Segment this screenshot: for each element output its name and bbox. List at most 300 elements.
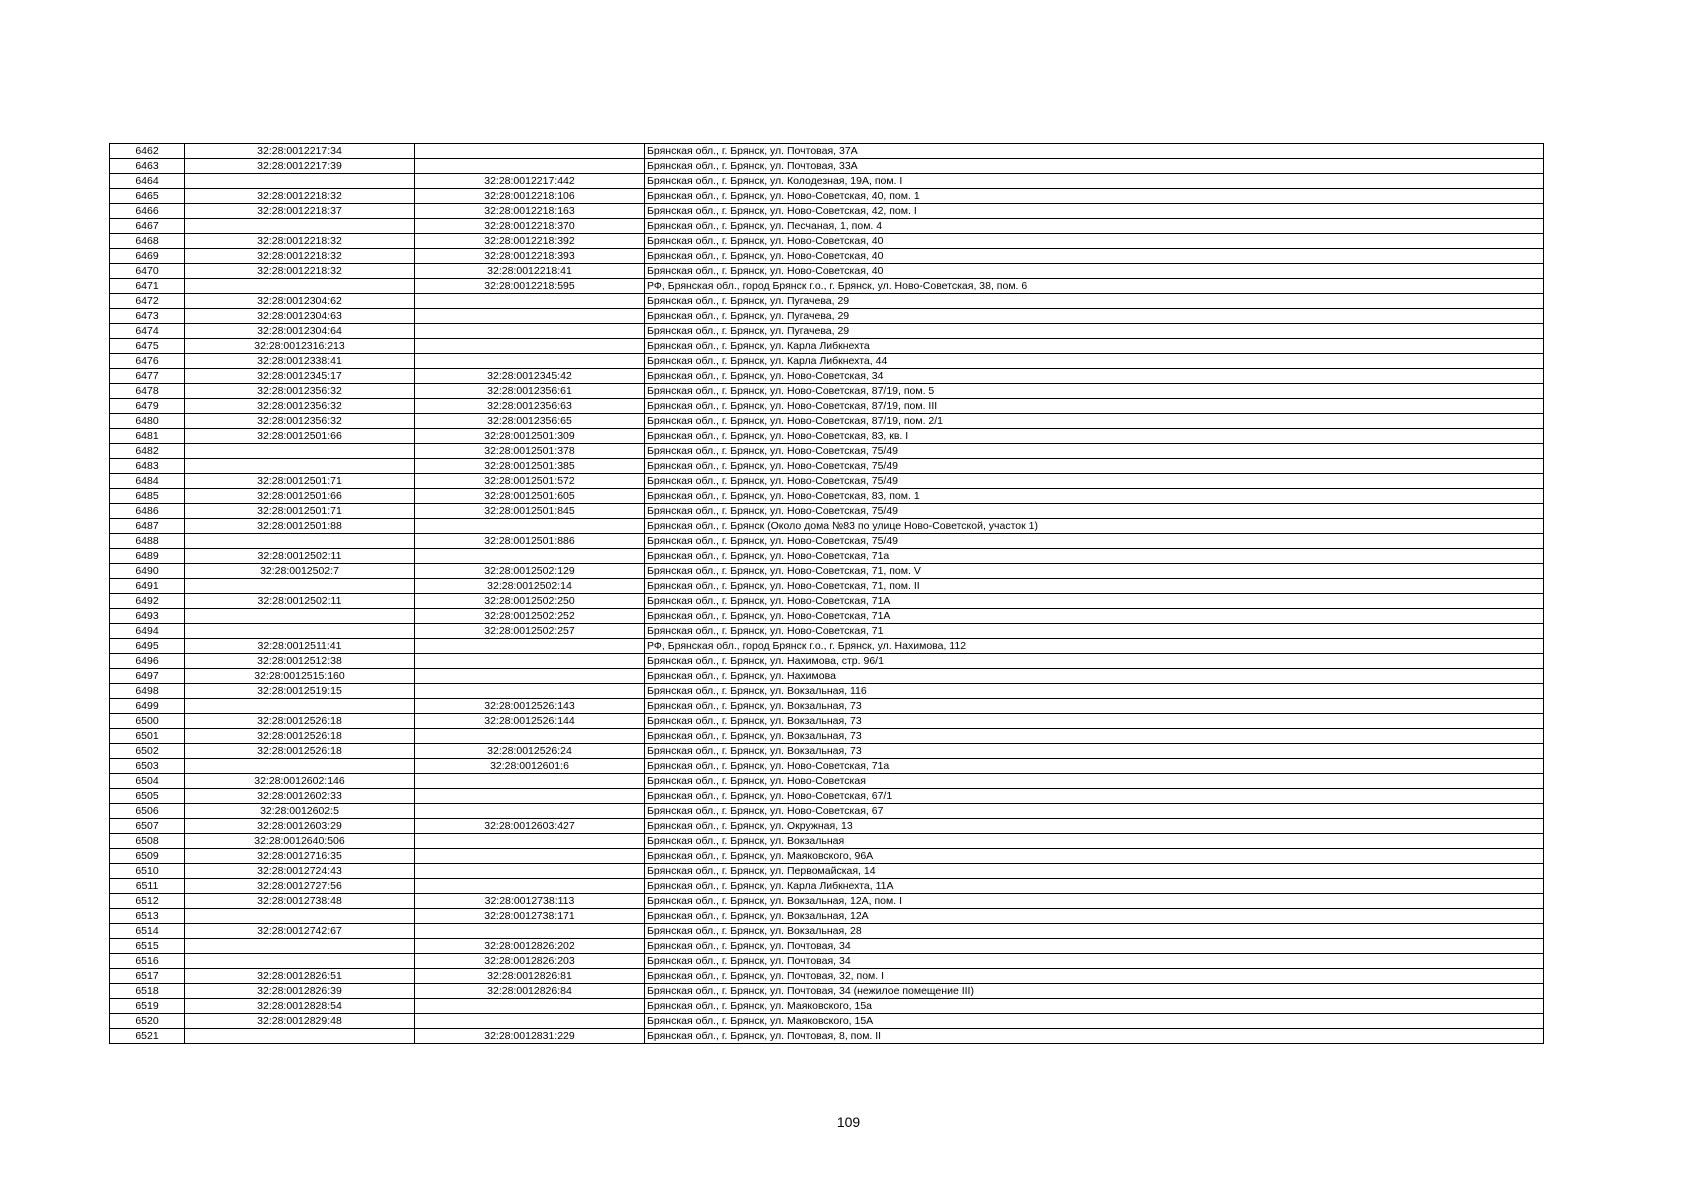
cadastral-number-object: 32:28:0012601:6: [415, 759, 645, 774]
cadastral-number-parcel: 32:28:0012501:71: [185, 474, 415, 489]
table-row: [110, 789, 1544, 804]
address-cell: Брянская обл., г. Брянск, ул. Вокзальная, 116: [645, 684, 1544, 699]
table-row: [110, 399, 1544, 414]
cadastral-number-object: 32:28:0012502:250: [415, 594, 645, 609]
row-number: 6486: [110, 504, 185, 519]
cadastral-number-object: [415, 354, 645, 369]
table-row: [110, 624, 1544, 639]
address-cell: Брянская обл., г. Брянск, ул. Карла Либкнехта, 11А: [645, 879, 1544, 894]
row-number: 6476: [110, 354, 185, 369]
table-row: [110, 579, 1544, 594]
table-row: [110, 144, 1544, 159]
cadastral-number-object: 32:28:0012826:84: [415, 984, 645, 999]
cadastral-number-object: 32:28:0012501:886: [415, 534, 645, 549]
cadastral-number-parcel: 32:28:0012826:39: [185, 984, 415, 999]
address-cell: Брянская обл., г. Брянск, ул. Почтовая, 34 (нежилое помещение III): [645, 984, 1544, 999]
row-number: 6500: [110, 714, 185, 729]
row-number: 6508: [110, 834, 185, 849]
cadastral-number-parcel: 32:28:0012716:35: [185, 849, 415, 864]
table-row: [110, 609, 1544, 624]
table-row: [110, 234, 1544, 249]
table-row: [110, 414, 1544, 429]
address-cell: Брянская обл., г. Брянск, ул. Ново-Советская, 67/1: [645, 789, 1544, 804]
table-row: [110, 909, 1544, 924]
cadastral-number-parcel: [185, 624, 415, 639]
cadastral-number-parcel: 32:28:0012316:213: [185, 339, 415, 354]
cadastral-number-parcel: 32:28:0012602:5: [185, 804, 415, 819]
cadastral-number-parcel: 32:28:0012502:7: [185, 564, 415, 579]
cadastral-number-parcel: 32:28:0012304:62: [185, 294, 415, 309]
cadastral-number-parcel: 32:28:0012829:48: [185, 1014, 415, 1029]
registry-table-body: [110, 144, 1544, 1044]
cadastral-number-parcel: [185, 954, 415, 969]
row-number: 6467: [110, 219, 185, 234]
cadastral-number-object: 32:28:0012603:427: [415, 819, 645, 834]
table-row: [110, 999, 1544, 1014]
row-number: 6503: [110, 759, 185, 774]
cadastral-number-object: [415, 834, 645, 849]
table-row: [110, 384, 1544, 399]
cadastral-number-object: 32:28:0012502:129: [415, 564, 645, 579]
row-number: 6485: [110, 489, 185, 504]
row-number: 6507: [110, 819, 185, 834]
table-row: [110, 759, 1544, 774]
address-cell: Брянская обл., г. Брянск, ул. Ново-Советская, 71, пом. V: [645, 564, 1544, 579]
address-cell: Брянская обл., г. Брянск, ул. Ново-Советская, 87/19, пом. 5: [645, 384, 1544, 399]
cadastral-number-object: 32:28:0012218:595: [415, 279, 645, 294]
address-cell: Брянская обл., г. Брянск, ул. Ново-Советская, 34: [645, 369, 1544, 384]
row-number: 6483: [110, 459, 185, 474]
cadastral-number-object: [415, 339, 645, 354]
cadastral-number-parcel: 32:28:0012502:11: [185, 549, 415, 564]
cadastral-number-object: [415, 324, 645, 339]
row-number: 6493: [110, 609, 185, 624]
table-row: [110, 279, 1544, 294]
address-cell: Брянская обл., г. Брянск, ул. Пугачева, 29: [645, 309, 1544, 324]
table-row: [110, 219, 1544, 234]
row-number: 6480: [110, 414, 185, 429]
address-cell: Брянская обл., г. Брянск, ул. Колодезная, 19А, пом. I: [645, 174, 1544, 189]
cadastral-number-object: 32:28:0012738:113: [415, 894, 645, 909]
row-number: 6504: [110, 774, 185, 789]
row-number: 6511: [110, 879, 185, 894]
cadastral-number-parcel: 32:28:0012826:51: [185, 969, 415, 984]
address-cell: Брянская обл., г. Брянск, ул. Ново-Советская, 87/19, пом. 2/1: [645, 414, 1544, 429]
cadastral-number-object: 32:28:0012218:163: [415, 204, 645, 219]
row-number: 6478: [110, 384, 185, 399]
address-cell: Брянская обл., г. Брянск, ул. Карла Либкнехта: [645, 339, 1544, 354]
row-number: 6497: [110, 669, 185, 684]
cadastral-number-object: [415, 999, 645, 1014]
cadastral-number-parcel: 32:28:0012603:29: [185, 819, 415, 834]
cadastral-number-object: [415, 804, 645, 819]
row-number: 6469: [110, 249, 185, 264]
cadastral-number-object: 32:28:0012218:392: [415, 234, 645, 249]
cadastral-number-parcel: [185, 609, 415, 624]
table-row: [110, 984, 1544, 999]
row-number: 6472: [110, 294, 185, 309]
cadastral-number-object: 32:28:0012831:229: [415, 1029, 645, 1044]
cadastral-number-object: 32:28:0012218:370: [415, 219, 645, 234]
table-row: [110, 804, 1544, 819]
table-row: [110, 939, 1544, 954]
row-number: 6470: [110, 264, 185, 279]
table-row: [110, 1029, 1544, 1044]
cadastral-number-object: [415, 654, 645, 669]
cadastral-number-parcel: [185, 459, 415, 474]
address-cell: Брянская обл., г. Брянск, ул. Вокзальная, 12А, пом. I: [645, 894, 1544, 909]
cadastral-number-parcel: 32:28:0012218:32: [185, 234, 415, 249]
address-cell: Брянская обл., г. Брянск, ул. Ново-Советская, 83, кв. I: [645, 429, 1544, 444]
address-cell: Брянская обл., г. Брянск, ул. Ново-Советская, 71а: [645, 759, 1544, 774]
row-number: 6496: [110, 654, 185, 669]
cadastral-number-object: [415, 549, 645, 564]
table-row: [110, 924, 1544, 939]
table-row: [110, 834, 1544, 849]
address-cell: Брянская обл., г. Брянск, ул. Ново-Советская: [645, 774, 1544, 789]
cadastral-number-object: [415, 864, 645, 879]
table-row: [110, 189, 1544, 204]
cadastral-number-object: 32:28:0012501:572: [415, 474, 645, 489]
registry-table: [109, 143, 1544, 1044]
cadastral-number-parcel: 32:28:0012217:34: [185, 144, 415, 159]
cadastral-number-object: 32:28:0012356:65: [415, 414, 645, 429]
address-cell: Брянская обл., г. Брянск, ул. Ново-Советская, 71, пом. II: [645, 579, 1544, 594]
table-row: [110, 294, 1544, 309]
table-row: [110, 744, 1544, 759]
cadastral-number-object: 32:28:0012738:171: [415, 909, 645, 924]
cadastral-number-parcel: 32:28:0012519:15: [185, 684, 415, 699]
address-cell: Брянская обл., г. Брянск, ул. Ново-Советская, 71А: [645, 609, 1544, 624]
cadastral-number-parcel: 32:28:0012356:32: [185, 414, 415, 429]
table-row: [110, 729, 1544, 744]
cadastral-number-parcel: 32:28:0012724:43: [185, 864, 415, 879]
cadastral-number-object: 32:28:0012217:442: [415, 174, 645, 189]
table-row: [110, 699, 1544, 714]
cadastral-number-parcel: 32:28:0012218:37: [185, 204, 415, 219]
row-number: 6484: [110, 474, 185, 489]
cadastral-number-parcel: [185, 174, 415, 189]
table-row: [110, 174, 1544, 189]
cadastral-number-parcel: [185, 219, 415, 234]
cadastral-number-object: [415, 729, 645, 744]
cadastral-number-parcel: 32:28:0012526:18: [185, 714, 415, 729]
cadastral-number-object: [415, 879, 645, 894]
cadastral-number-parcel: 32:28:0012304:63: [185, 309, 415, 324]
row-number: 6501: [110, 729, 185, 744]
cadastral-number-object: [415, 159, 645, 174]
row-number: 6464: [110, 174, 185, 189]
table-row: [110, 1014, 1544, 1029]
address-cell: Брянская обл., г. Брянск, ул. Пугачева, 29: [645, 324, 1544, 339]
table-row: [110, 264, 1544, 279]
table-row: [110, 864, 1544, 879]
address-cell: Брянская обл., г. Брянск, ул. Почтовая, 37А: [645, 144, 1544, 159]
address-cell: Брянская обл., г. Брянск, ул. Почтовая, 32, пом. I: [645, 969, 1544, 984]
address-cell: Брянская обл., г. Брянск, ул. Ново-Советская, 71А: [645, 594, 1544, 609]
cadastral-number-parcel: 32:28:0012218:32: [185, 249, 415, 264]
table-row: [110, 879, 1544, 894]
cadastral-number-parcel: [185, 579, 415, 594]
row-number: 6479: [110, 399, 185, 414]
table-row: [110, 684, 1544, 699]
address-cell: Брянская обл., г. Брянск (Около дома №83 по улице Ново-Советской, участок 1): [645, 519, 1544, 534]
row-number: 6474: [110, 324, 185, 339]
cadastral-number-parcel: 32:28:0012501:71: [185, 504, 415, 519]
row-number: 6513: [110, 909, 185, 924]
table-row: [110, 324, 1544, 339]
row-number: 6519: [110, 999, 185, 1014]
address-cell: Брянская обл., г. Брянск, ул. Вокзальная, 73: [645, 714, 1544, 729]
address-cell: Брянская обл., г. Брянск, ул. Песчаная, 1, пом. 4: [645, 219, 1544, 234]
table-row: [110, 459, 1544, 474]
address-cell: Брянская обл., г. Брянск, ул. Окружная, 13: [645, 819, 1544, 834]
row-number: 6509: [110, 849, 185, 864]
address-cell: Брянская обл., г. Брянск, ул. Почтовая, 33А: [645, 159, 1544, 174]
cadastral-number-object: 32:28:0012218:106: [415, 189, 645, 204]
cadastral-number-parcel: 32:28:0012828:54: [185, 999, 415, 1014]
cadastral-number-parcel: 32:28:0012602:146: [185, 774, 415, 789]
table-row: [110, 714, 1544, 729]
address-cell: Брянская обл., г. Брянск, ул. Вокзальная, 28: [645, 924, 1544, 939]
table-row: [110, 534, 1544, 549]
row-number: 6487: [110, 519, 185, 534]
address-cell: Брянская обл., г. Брянск, ул. Карла Либкнехта, 44: [645, 354, 1544, 369]
table-row: [110, 849, 1544, 864]
cadastral-number-object: 32:28:0012501:378: [415, 444, 645, 459]
cadastral-number-parcel: [185, 759, 415, 774]
cadastral-number-object: 32:28:0012356:61: [415, 384, 645, 399]
table-row: [110, 594, 1544, 609]
cadastral-number-object: [415, 669, 645, 684]
address-cell: Брянская обл., г. Брянск, ул. Ново-Советская, 75/49: [645, 504, 1544, 519]
cadastral-number-object: [415, 774, 645, 789]
cadastral-number-parcel: 32:28:0012218:32: [185, 189, 415, 204]
address-cell: Брянская обл., г. Брянск, ул. Почтовая, 34: [645, 939, 1544, 954]
address-cell: Брянская обл., г. Брянск, ул. Вокзальная, 73: [645, 729, 1544, 744]
cadastral-number-object: 32:28:0012826:81: [415, 969, 645, 984]
address-cell: Брянская обл., г. Брянск, ул. Ново-Советская, 83, пом. 1: [645, 489, 1544, 504]
row-number: 6492: [110, 594, 185, 609]
cadastral-number-parcel: 32:28:0012356:32: [185, 384, 415, 399]
cadastral-number-object: 32:28:0012501:605: [415, 489, 645, 504]
cadastral-number-parcel: 32:28:0012501:66: [185, 429, 415, 444]
table-row: [110, 309, 1544, 324]
table-row: [110, 819, 1544, 834]
table-row: [110, 639, 1544, 654]
cadastral-number-object: 32:28:0012501:309: [415, 429, 645, 444]
row-number: 6482: [110, 444, 185, 459]
address-cell: Брянская обл., г. Брянск, ул. Вокзальная, 12А: [645, 909, 1544, 924]
address-cell: Брянская обл., г. Брянск, ул. Ново-Советская, 42, пом. I: [645, 204, 1544, 219]
address-cell: Брянская обл., г. Брянск, ул. Пугачева, 29: [645, 294, 1544, 309]
cadastral-number-object: [415, 519, 645, 534]
row-number: 6466: [110, 204, 185, 219]
table-row: [110, 894, 1544, 909]
row-number: 6518: [110, 984, 185, 999]
cadastral-number-object: 32:28:0012502:252: [415, 609, 645, 624]
table-row: [110, 204, 1544, 219]
row-number: 6475: [110, 339, 185, 354]
address-cell: Брянская обл., г. Брянск, ул. Почтовая, 34: [645, 954, 1544, 969]
row-number: 6494: [110, 624, 185, 639]
row-number: 6481: [110, 429, 185, 444]
table-row: [110, 954, 1544, 969]
row-number: 6473: [110, 309, 185, 324]
cadastral-number-object: [415, 144, 645, 159]
address-cell: Брянская обл., г. Брянск, ул. Первомайская, 14: [645, 864, 1544, 879]
row-number: 6521: [110, 1029, 185, 1044]
address-cell: Брянская обл., г. Брянск, ул. Маяковского, 15а: [645, 999, 1544, 1014]
address-cell: РФ, Брянская обл., город Брянск г.о., г. Брянск, ул. Ново-Советская, 38, пом. 6: [645, 279, 1544, 294]
cadastral-number-object: 32:28:0012826:202: [415, 939, 645, 954]
row-number: 6468: [110, 234, 185, 249]
row-number: 6491: [110, 579, 185, 594]
cadastral-number-object: [415, 684, 645, 699]
cadastral-number-parcel: [185, 279, 415, 294]
cadastral-number-parcel: 32:28:0012217:39: [185, 159, 415, 174]
cadastral-number-object: 32:28:0012826:203: [415, 954, 645, 969]
cadastral-number-object: 32:28:0012501:845: [415, 504, 645, 519]
cadastral-number-parcel: 32:28:0012304:64: [185, 324, 415, 339]
row-number: 6490: [110, 564, 185, 579]
page-number: 109: [836, 1114, 861, 1130]
cadastral-number-parcel: 32:28:0012501:88: [185, 519, 415, 534]
table-row: [110, 474, 1544, 489]
table-row: [110, 519, 1544, 534]
cadastral-number-parcel: 32:28:0012526:18: [185, 744, 415, 759]
row-number: 6510: [110, 864, 185, 879]
table-row: [110, 489, 1544, 504]
row-number: 6520: [110, 1014, 185, 1029]
cadastral-number-parcel: 32:28:0012501:66: [185, 489, 415, 504]
cadastral-number-object: [415, 924, 645, 939]
cadastral-number-parcel: 32:28:0012738:48: [185, 894, 415, 909]
cadastral-number-object: 32:28:0012218:393: [415, 249, 645, 264]
table-row: [110, 504, 1544, 519]
cadastral-number-parcel: [185, 1029, 415, 1044]
cadastral-number-object: 32:28:0012526:143: [415, 699, 645, 714]
cadastral-number-object: 32:28:0012345:42: [415, 369, 645, 384]
table-row: [110, 654, 1544, 669]
table-row: [110, 159, 1544, 174]
cadastral-number-object: [415, 849, 645, 864]
cadastral-number-parcel: [185, 909, 415, 924]
table-row: [110, 669, 1544, 684]
address-cell: Брянская обл., г. Брянск, ул. Ново-Советская, 75/49: [645, 474, 1544, 489]
cadastral-number-parcel: 32:28:0012727:56: [185, 879, 415, 894]
cadastral-number-parcel: 32:28:0012511:41: [185, 639, 415, 654]
row-number: 6477: [110, 369, 185, 384]
table-row: [110, 774, 1544, 789]
address-cell: Брянская обл., г. Брянск, ул. Нахимова: [645, 669, 1544, 684]
cadastral-number-parcel: 32:28:0012640:506: [185, 834, 415, 849]
cadastral-number-parcel: 32:28:0012356:32: [185, 399, 415, 414]
cadastral-number-object: [415, 639, 645, 654]
address-cell: РФ, Брянская обл., город Брянск г.о., г. Брянск, ул. Нахимова, 112: [645, 639, 1544, 654]
cadastral-number-object: [415, 789, 645, 804]
address-cell: Брянская обл., г. Брянск, ул. Ново-Советская, 40: [645, 264, 1544, 279]
cadastral-number-object: 32:28:0012218:41: [415, 264, 645, 279]
address-cell: Брянская обл., г. Брянск, ул. Вокзальная, 73: [645, 699, 1544, 714]
address-cell: Брянская обл., г. Брянск, ул. Вокзальная, 73: [645, 744, 1544, 759]
address-cell: Брянская обл., г. Брянск, ул. Ново-Советская, 87/19, пом. III: [645, 399, 1544, 414]
cadastral-number-parcel: [185, 444, 415, 459]
cadastral-number-parcel: [185, 534, 415, 549]
table-row: [110, 339, 1544, 354]
row-number: 6516: [110, 954, 185, 969]
row-number: 6514: [110, 924, 185, 939]
address-cell: Брянская обл., г. Брянск, ул. Вокзальная: [645, 834, 1544, 849]
cadastral-number-parcel: [185, 939, 415, 954]
row-number: 6489: [110, 549, 185, 564]
cadastral-number-parcel: 32:28:0012338:41: [185, 354, 415, 369]
cadastral-number-parcel: 32:28:0012526:18: [185, 729, 415, 744]
cadastral-number-parcel: 32:28:0012345:17: [185, 369, 415, 384]
row-number: 6495: [110, 639, 185, 654]
cadastral-number-parcel: 32:28:0012512:38: [185, 654, 415, 669]
address-cell: Брянская обл., г. Брянск, ул. Ново-Советская, 67: [645, 804, 1544, 819]
cadastral-number-object: 32:28:0012501:385: [415, 459, 645, 474]
table-row: [110, 249, 1544, 264]
cadastral-number-parcel: [185, 699, 415, 714]
row-number: 6488: [110, 534, 185, 549]
cadastral-number-object: 32:28:0012526:144: [415, 714, 645, 729]
cadastral-number-object: 32:28:0012502:14: [415, 579, 645, 594]
address-cell: Брянская обл., г. Брянск, ул. Ново-Советская, 71а: [645, 549, 1544, 564]
row-number: 6462: [110, 144, 185, 159]
cadastral-number-object: [415, 294, 645, 309]
table-row: [110, 564, 1544, 579]
table-row: [110, 369, 1544, 384]
cadastral-number-object: [415, 1014, 645, 1029]
cadastral-number-object: 32:28:0012356:63: [415, 399, 645, 414]
table-row: [110, 429, 1544, 444]
registry-table-container: [109, 143, 1543, 1044]
address-cell: Брянская обл., г. Брянск, ул. Ново-Советская, 75/49: [645, 444, 1544, 459]
row-number: 6512: [110, 894, 185, 909]
address-cell: Брянская обл., г. Брянск, ул. Ново-Советская, 75/49: [645, 459, 1544, 474]
table-row: [110, 354, 1544, 369]
table-row: [110, 444, 1544, 459]
cadastral-number-object: [415, 309, 645, 324]
row-number: 6465: [110, 189, 185, 204]
cadastral-number-parcel: 32:28:0012742:67: [185, 924, 415, 939]
address-cell: Брянская обл., г. Брянск, ул. Маяковского, 96А: [645, 849, 1544, 864]
address-cell: Брянская обл., г. Брянск, ул. Ново-Советская, 40, пом. 1: [645, 189, 1544, 204]
row-number: 6515: [110, 939, 185, 954]
row-number: 6502: [110, 744, 185, 759]
address-cell: Брянская обл., г. Брянск, ул. Ново-Советская, 40: [645, 234, 1544, 249]
table-row: [110, 969, 1544, 984]
cadastral-number-object: 32:28:0012526:24: [415, 744, 645, 759]
row-number: 6499: [110, 699, 185, 714]
row-number: 6471: [110, 279, 185, 294]
cadastral-number-parcel: 32:28:0012218:32: [185, 264, 415, 279]
row-number: 6517: [110, 969, 185, 984]
address-cell: Брянская обл., г. Брянск, ул. Ново-Советская, 75/49: [645, 534, 1544, 549]
row-number: 6463: [110, 159, 185, 174]
row-number: 6505: [110, 789, 185, 804]
cadastral-number-parcel: 32:28:0012502:11: [185, 594, 415, 609]
address-cell: Брянская обл., г. Брянск, ул. Ново-Советская, 71: [645, 624, 1544, 639]
address-cell: Брянская обл., г. Брянск, ул. Маяковского, 15А: [645, 1014, 1544, 1029]
row-number: 6506: [110, 804, 185, 819]
cadastral-number-parcel: 32:28:0012515:160: [185, 669, 415, 684]
address-cell: Брянская обл., г. Брянск, ул. Нахимова, стр. 96/1: [645, 654, 1544, 669]
address-cell: Брянская обл., г. Брянск, ул. Почтовая, 8, пом. II: [645, 1029, 1544, 1044]
cadastral-number-parcel: 32:28:0012602:33: [185, 789, 415, 804]
